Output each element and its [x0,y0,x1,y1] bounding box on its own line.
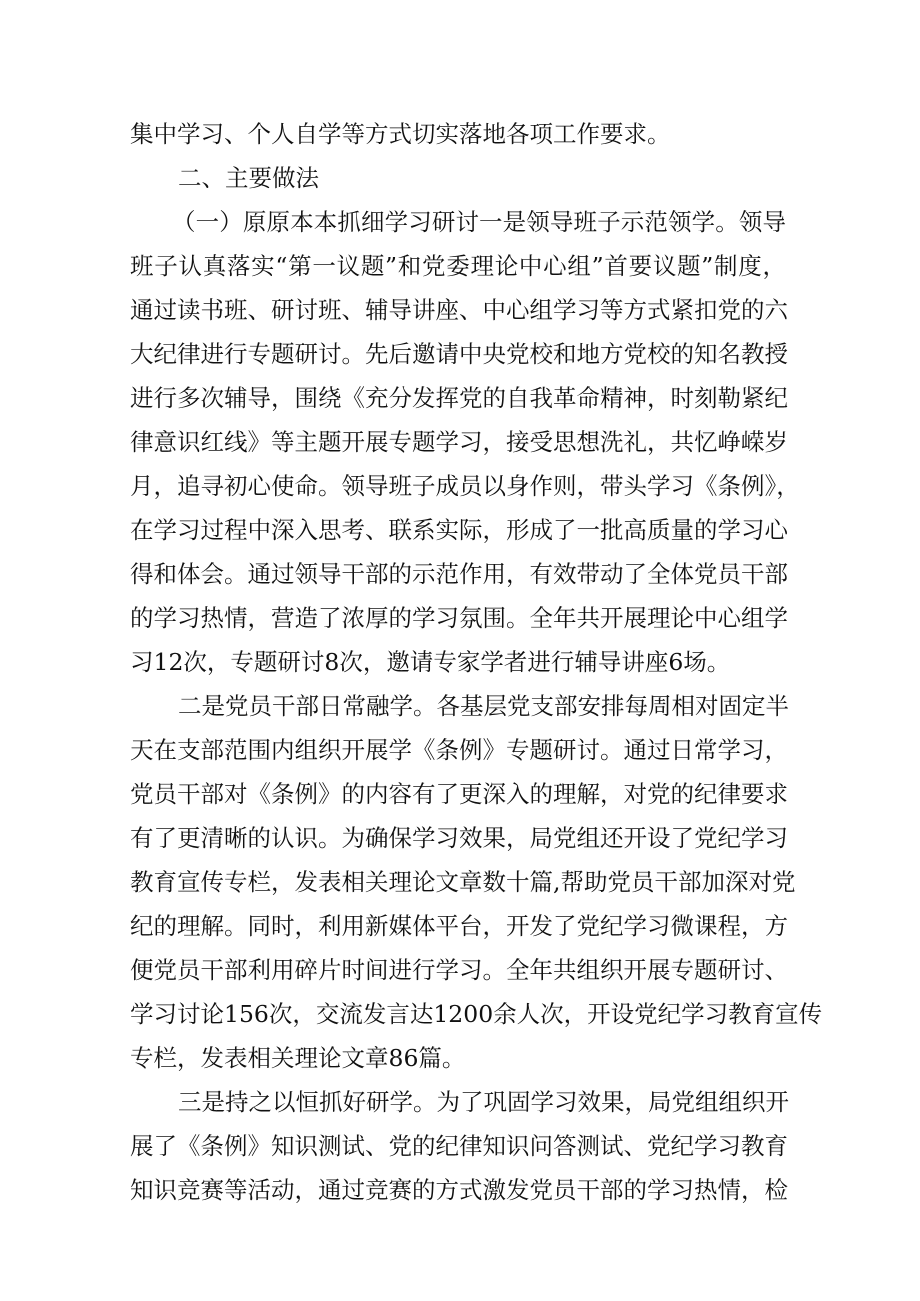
paragraph-2 [130,684,823,1080]
text-line: 律意识红线》等主题开展专题学习，接受思想洗礼，共忆峥嵘岁 [130,428,788,456]
text-line: 班子认真落实“第一议题”和党委理论中心组”首要议题”制度， [130,252,786,280]
text-line: 便党员干部利用碎片时间进行学习。全年共组织开展专题研讨、 [130,956,788,984]
text-line: 的学习热情，营造了浓厚的学习氛围。全年共开展理论中心组学 [130,604,788,632]
text-line: （一）原原本本抓细学习研讨一是领导班子示范领学。领导 [172,208,786,236]
text-line: 通过读书班、研讨班、辅导讲座、中心组学习等方式紧扣党的六 [130,296,788,324]
paragraph-tail-line [130,112,786,156]
text-line: 进行多次辅导，围绕《充分发挥党的自我革命精神，时刻勒紧纪 [130,384,788,412]
paragraph-3 [130,1080,789,1212]
text-line: 教育宣传专栏，发表相关理论文章数十篇,帮助党员干部加深对党 [130,868,796,896]
text-line: 集中学习、个人自学等方式切实落地各项工作要求。 [130,120,671,148]
text-line: 展了《条例》知识测试、党的纪律知识问答测试、党纪学习教育 [130,1132,788,1160]
section-heading [130,156,786,200]
text-line: 党员干部对《条例》的内容有了更深入的理解，对党的纪律要求 [130,780,788,808]
text-line: 纪的理解。同时，利用新媒体平台，开发了党纪学习微课程，方 [130,912,788,940]
text-line: 得和体会。通过领导干部的示范作用，有效带动了全体党员干部 [130,560,788,588]
text-line: 习12次，专题研讨8次，邀请专家学者进行辅导讲座6场。 [130,648,731,676]
text-line: 三是持之以恒抓好研学。为了巩固学习效果，局党组组织开 [178,1088,789,1116]
paragraph-1 [130,200,800,684]
text-line: 在学习过程中深入思考、联系实际，形成了一批高质量的学习心 [130,516,788,544]
text-line: 学习讨论156次，交流发言达1200余人次，开设党纪学习教育宣传 [130,1000,823,1028]
text-line: 二是党员干部日常融学。各基层党支部安排每周相对固定半 [178,692,789,720]
heading-text: 二、主要做法 [178,164,319,192]
document-body [130,112,823,1212]
text-line: 天在支部范围内组织开展学《条例》专题研讨。通过日常学习， [130,736,788,764]
text-line: 知识竞赛等活动，通过竞赛的方式激发党员干部的学习热情，检 [130,1176,788,1204]
text-line: 专栏，发表相关理论文章86篇。 [130,1044,466,1072]
text-line: 大纪律进行专题研讨。先后邀请中央党校和地方党校的知名教授 [130,340,788,368]
text-line: 月，追寻初心使命。领导班子成员以身作则，带头学习《条例》， [130,472,800,500]
text-line: 有了更清晰的认识。为确保学习效果，局党组还开设了党纪学习 [130,824,788,852]
